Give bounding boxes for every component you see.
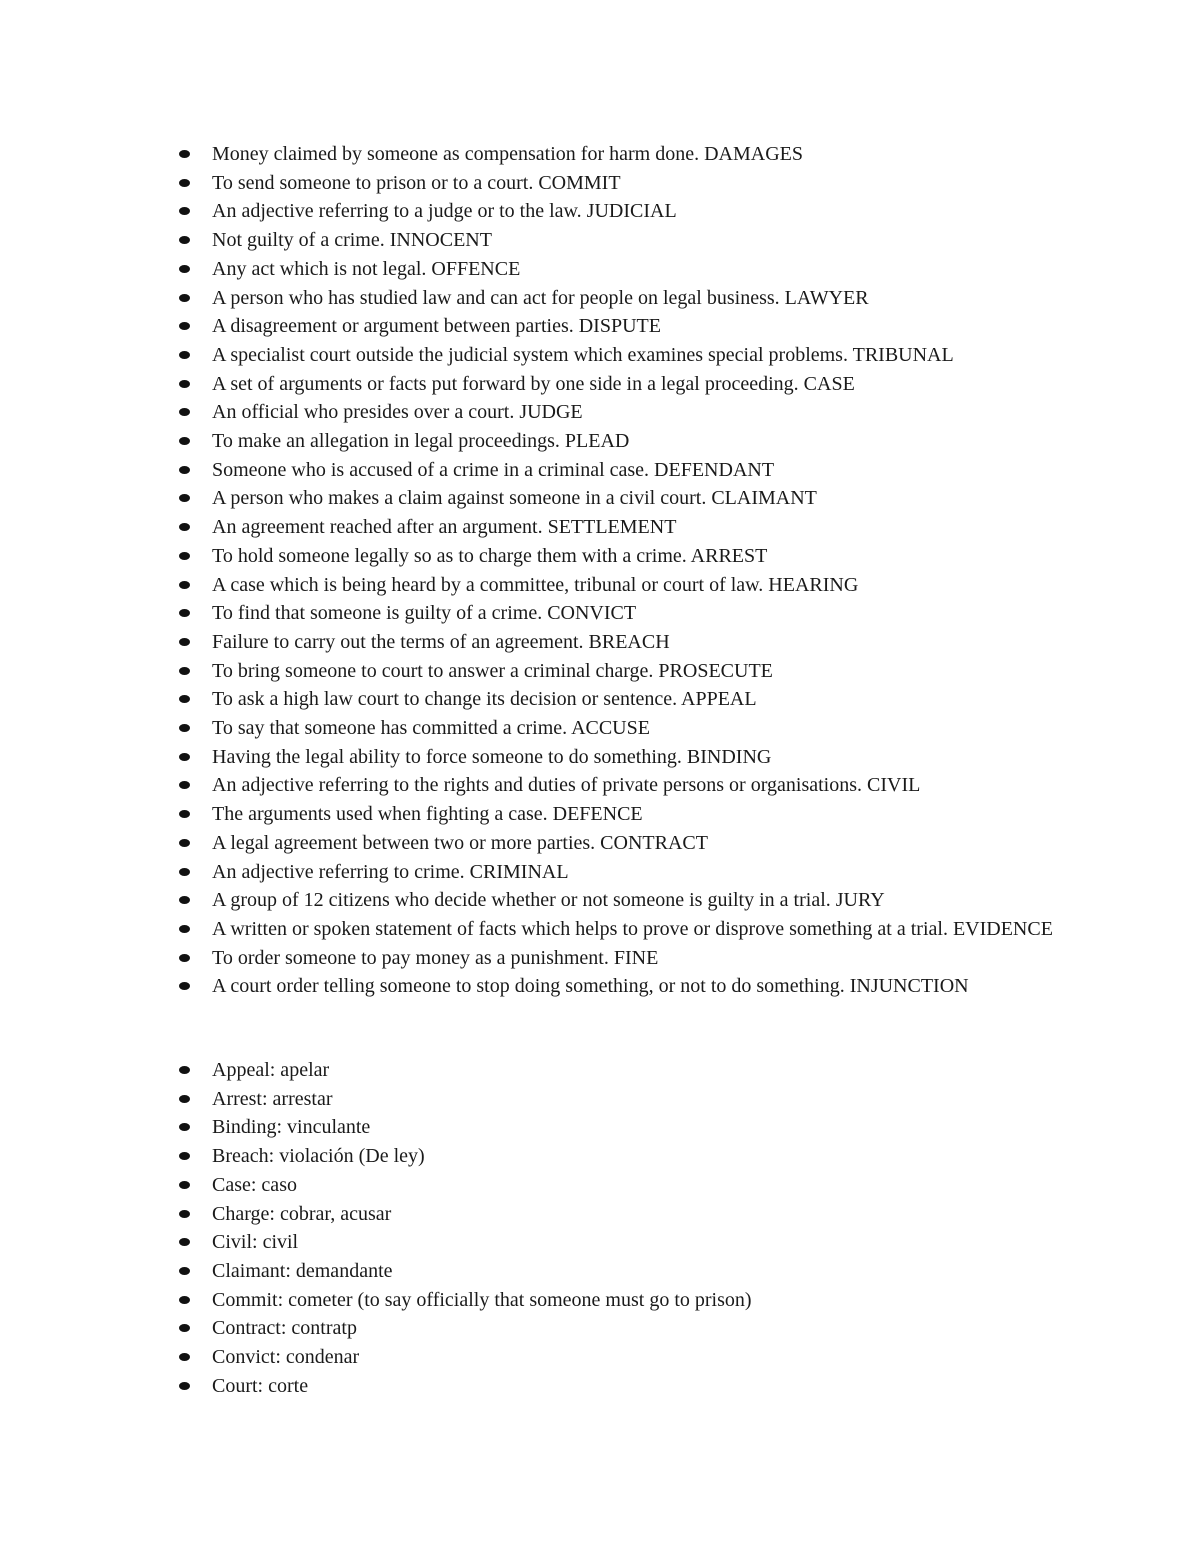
list-item — [175, 197, 1075, 226]
bullet-icon — [179, 179, 190, 187]
bullet-icon — [179, 523, 190, 531]
list-item — [175, 456, 1075, 485]
list-item — [175, 743, 1075, 772]
bullet-icon — [179, 207, 190, 215]
list-item — [175, 599, 1075, 628]
list-item — [175, 226, 1075, 255]
item-text: A person who makes a claim against someone in a civil court. CLAIMANT — [212, 487, 817, 510]
bullet-icon — [179, 294, 190, 302]
item-text: Commit: cometer (to say officially that someone must go to prison) — [212, 1288, 752, 1311]
item-text: A written or spoken statement of facts which helps to prove or disprove something at a trial. EVIDENCE — [212, 917, 1053, 940]
list-item — [175, 944, 1075, 973]
list-item — [175, 1286, 1075, 1315]
item-text: Appeal: apelar — [212, 1059, 330, 1081]
bullet-icon — [179, 724, 190, 732]
list-item — [175, 1314, 1075, 1343]
item-text: A group of 12 citizens who decide whether or not someone is guilty in a trial. JURY — [212, 889, 885, 912]
item-text: The arguments used when fighting a case. DEFENCE — [212, 803, 643, 826]
item-text: Court: corte — [212, 1374, 309, 1397]
bullet-icon — [179, 896, 190, 904]
bullet-icon — [179, 1382, 190, 1390]
bullet-icon — [179, 150, 190, 158]
bullet-icon — [179, 380, 190, 388]
list-item — [175, 1142, 1075, 1171]
item-text: To bring someone to court to answer a criminal charge. PROSECUTE — [212, 659, 773, 682]
bullet-icon — [179, 753, 190, 761]
bullet-icon — [179, 609, 190, 617]
list-item — [175, 513, 1075, 542]
bullet-icon — [179, 868, 190, 876]
list-item — [175, 1257, 1075, 1286]
list-item — [175, 255, 1075, 284]
bullet-icon — [179, 1353, 190, 1361]
list-item — [175, 398, 1075, 427]
item-text: An adjective referring to crime. CRIMINAL — [212, 860, 569, 883]
list-item — [175, 1228, 1075, 1257]
item-text: A person who has studied law and can act for people on legal business. LAWYER — [212, 286, 869, 309]
bullet-icon — [179, 638, 190, 646]
list-item — [175, 484, 1075, 513]
item-text: A set of arguments or facts put forward by one side in a legal proceeding. CASE — [212, 372, 855, 395]
item-text: Breach: violación (De ley) — [212, 1145, 425, 1168]
list-item — [175, 1171, 1075, 1200]
item-text: An agreement reached after an argument. SETTLEMENT — [212, 516, 677, 539]
list-item — [175, 370, 1075, 399]
bullet-icon — [179, 925, 190, 933]
list-item — [175, 140, 1075, 169]
bullet-icon — [179, 581, 190, 589]
item-text: Charge: cobrar, acusar — [212, 1202, 392, 1225]
item-text: Someone who is accused of a crime in a criminal case. DEFENDANT — [212, 458, 775, 481]
item-text: To ask a high law court to change its decision or sentence. APPEAL — [212, 688, 757, 711]
item-text: A court order telling someone to stop doing something, or not to do something. INJUNCTION — [212, 975, 969, 998]
item-text: To find that someone is guilty of a crime. CONVICT — [212, 602, 637, 625]
bullet-icon — [179, 982, 190, 990]
list-item — [175, 657, 1075, 686]
bullet-icon — [179, 695, 190, 703]
item-text: Case: caso — [212, 1173, 297, 1196]
list-item — [175, 341, 1075, 370]
bullet-icon — [179, 236, 190, 244]
list-item — [175, 169, 1075, 198]
list-item — [175, 312, 1075, 341]
list-item — [175, 886, 1075, 915]
bullet-icon — [179, 810, 190, 818]
bullet-icon — [179, 265, 190, 273]
item-text: An official who presides over a court. JUDGE — [212, 401, 583, 424]
bullet-icon — [179, 408, 190, 416]
list-item — [175, 571, 1075, 600]
list-item — [175, 685, 1075, 714]
bullet-icon — [179, 1267, 190, 1275]
item-text: Convict: condenar — [212, 1346, 360, 1369]
item-text: Having the legal ability to force someone to do something. BINDING — [212, 745, 772, 768]
list-item — [175, 1085, 1075, 1114]
bullet-icon — [179, 1296, 190, 1304]
bullet-icon — [179, 839, 190, 847]
bullet-icon — [179, 1210, 190, 1218]
list-item — [175, 1113, 1075, 1142]
bullet-icon — [179, 1238, 190, 1246]
list-item — [175, 771, 1075, 800]
item-text: A legal agreement between two or more parties. CONTRACT — [212, 831, 708, 854]
item-text: Civil: civil — [212, 1231, 299, 1254]
bullet-icon — [179, 322, 190, 330]
bullet-icon — [179, 781, 190, 789]
list-item — [175, 427, 1075, 456]
item-text: To make an allegation in legal proceedings. PLEAD — [212, 430, 630, 453]
definitions-list — [175, 140, 1075, 1001]
list-item — [175, 1200, 1075, 1229]
bullet-icon — [179, 954, 190, 962]
item-text: Binding: vinculante — [212, 1116, 371, 1139]
item-text: Any act which is not legal. OFFENCE — [212, 257, 521, 280]
list-item — [175, 284, 1075, 313]
item-text: To say that someone has committed a crime. ACCUSE — [212, 717, 650, 740]
item-text: A disagreement or argument between parties. DISPUTE — [212, 315, 661, 338]
list-item — [175, 800, 1075, 829]
bullet-icon — [179, 466, 190, 474]
item-text: Failure to carry out the terms of an agreement. BREACH — [212, 630, 670, 653]
item-text: Not guilty of a crime. INNOCENT — [212, 229, 492, 252]
list-item — [175, 972, 1075, 1001]
item-text: An adjective referring to the rights and duties of private persons or organisations. CIVIL — [212, 774, 921, 797]
item-text: A specialist court outside the judicial system which examines special problems. TRIBUNAL — [212, 343, 954, 366]
item-text: To send someone to prison or to a court. COMMIT — [212, 171, 621, 194]
list-item — [175, 1372, 1075, 1401]
item-text: To order someone to pay money as a punishment. FINE — [212, 946, 659, 969]
item-text: To hold someone legally so as to charge them with a crime. ARREST — [212, 544, 768, 567]
item-text: A case which is being heard by a committee, tribunal or court of law. HEARING — [212, 573, 859, 596]
list-item — [175, 915, 1075, 944]
list-item — [175, 829, 1075, 858]
translations-list — [175, 1056, 1075, 1400]
list-item — [175, 1056, 1075, 1085]
bullet-icon — [179, 1181, 190, 1189]
list-item — [175, 1343, 1075, 1372]
list-item — [175, 858, 1075, 887]
bullet-icon — [179, 552, 190, 560]
bullet-icon — [179, 1095, 190, 1103]
item-text: Contract: contratp — [212, 1317, 357, 1340]
bullet-icon — [179, 351, 190, 359]
bullet-icon — [179, 667, 190, 675]
list-item — [175, 628, 1075, 657]
item-text: Arrest: arrestar — [212, 1087, 333, 1110]
bullet-icon — [179, 1152, 190, 1160]
item-text: Money claimed by someone as compensation for harm done. DAMAGES — [212, 143, 803, 165]
list-item — [175, 542, 1075, 571]
bullet-icon — [179, 1324, 190, 1332]
list-item — [175, 714, 1075, 743]
bullet-icon — [179, 437, 190, 445]
bullet-icon — [179, 1123, 190, 1131]
bullet-icon — [179, 494, 190, 502]
item-text: Claimant: demandante — [212, 1259, 393, 1282]
bullet-icon — [179, 1066, 190, 1074]
item-text: An adjective referring to a judge or to the law. JUDICIAL — [212, 200, 677, 223]
